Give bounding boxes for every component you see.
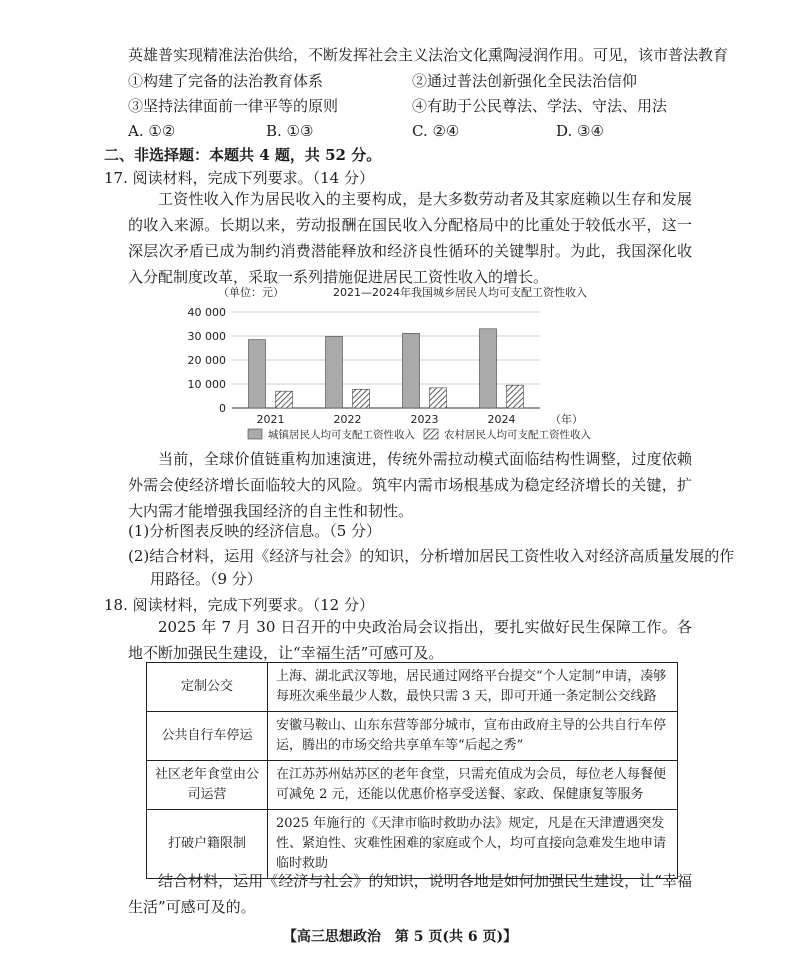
- bar-urban-2024: [480, 329, 497, 408]
- y-tick-label: 0: [219, 402, 226, 415]
- q16-choice-c: C. ②④: [412, 122, 460, 140]
- q17-heading: 17. 阅读材料，完成下列要求。（14 分）: [104, 169, 374, 187]
- q17-material-2: 当前，全球价值链重构加速演进，传统外需拉动模式面临结构性调整，过度依赖外需会使经济增长面临较大的风险。筑牢内需市场根基成为稳定经济增长的关键，扩大内需才能增强我国经济的自主性和韧性。: [128, 450, 692, 520]
- table-row: [147, 761, 678, 810]
- q18-material-table: [146, 662, 678, 879]
- chart-title: 2021—2024年我国城乡居民人均可支配工资性收入: [333, 286, 587, 299]
- section-heading: 二、非选择题：本题共 4 题，共 52 分。: [104, 146, 382, 164]
- y-tick-label: 20 000: [187, 354, 226, 367]
- table-key: 定制公交: [147, 663, 268, 712]
- table-key: 公共自行车停运: [147, 712, 268, 761]
- bar-rural-2021: [276, 391, 293, 408]
- q17-material-1: 工资性收入作为居民收入的主要构成，是大多数劳动者及其家庭赖以生存和发展的收入来源。长期以来，劳动报酬在国民收入分配格局中的比重处于较低水平，这一深层次矛盾已成为制约消费潜能释放和经济良性循环的关键掣肘。为此，我国深化收入分配制度改革，采取一系列措施促进居民工资性收入的增长。: [128, 190, 692, 286]
- bar-urban-2023: [403, 333, 420, 408]
- table-value: 安徽马鞍山、山东东营等部分城市，宣布由政府主导的公共自行车停运，腾出的市场交给共享单车等“后起之秀”: [268, 712, 678, 761]
- q16-stem: 英雄普实现精准法治供给，不断发挥社会主义法治文化熏陶浸润作用。可见，该市普法教育: [128, 46, 729, 64]
- q16-choice-d: D. ③④: [556, 122, 604, 140]
- x-tick-label: 2021: [256, 413, 285, 426]
- y-tick-label: 10 000: [187, 378, 226, 391]
- wage-income-chart: [180, 282, 640, 444]
- chart-unit-label: （单位：元）: [218, 286, 284, 299]
- table-value: 在江苏苏州姑苏区的老年食堂，只需充值成为会员，每位老人每餐便可减免 2 元，还能以优惠价格享受送餐、家政、保健康复等服务: [268, 761, 678, 810]
- table-value: 2025 年施行的《天津市临时救助办法》规定，凡是在天津遭遇突发性、紧迫性、灾难性困难的家庭或个人，均可直接向急难发生地申请临时救助: [268, 810, 678, 879]
- y-tick-label: 30 000: [187, 330, 226, 343]
- chart-x-axis-label: （年）: [550, 413, 583, 426]
- q17-requirement-1: (1)分析图表反映的经济信息。（5 分）: [128, 522, 382, 540]
- legend-urban-swatch: [248, 429, 262, 439]
- q17-requirement-2: (2)结合材料，运用《经济与社会》的知识，分析增加居民工资性收入对经济高质量发展的作: [128, 547, 735, 565]
- bar-urban-2021: [249, 340, 266, 408]
- q16-option-2: ②通过普法创新强化全民法治信仰: [412, 72, 638, 90]
- q16-option-4: ④有助于公民尊法、学法、守法、用法: [412, 97, 668, 115]
- legend-rural-swatch: [424, 429, 438, 439]
- x-tick-label: 2022: [333, 413, 362, 426]
- bar-rural-2022: [353, 389, 370, 408]
- legend-rural-label: 农村居民人均可支配工资性收入: [444, 429, 591, 441]
- y-tick-label: 40 000: [187, 306, 226, 319]
- bar-rural-2023: [430, 388, 447, 408]
- x-tick-label: 2024: [487, 413, 516, 426]
- q18-heading: 18. 阅读材料，完成下列要求。（12 分）: [104, 596, 374, 614]
- page-footer: 【高三思想政治 第 5 页(共 6 页)】: [282, 929, 518, 945]
- table-key: 打破户籍限制: [147, 810, 268, 879]
- legend-urban-label: 城镇居民人均可支配工资性收入: [268, 429, 415, 441]
- bar-urban-2022: [326, 336, 343, 408]
- table-row: [147, 663, 678, 712]
- table-row: [147, 712, 678, 761]
- q16-option-1: ①构建了完备的法治教育体系: [128, 72, 324, 90]
- table-key: 社区老年食堂由公司运营: [147, 761, 268, 810]
- q16-choice-b: B. ①③: [266, 122, 314, 140]
- x-tick-label: 2023: [410, 413, 439, 426]
- table-value: 上海、湖北武汉等地，居民通过网络平台提交“个人定制”申请，凑够每班次乘坐最少人数，最快只需 3 天，即可开通一条定制公交线路: [268, 663, 678, 712]
- q17-requirement-2-cont: 用路径。（9 分）: [150, 570, 262, 588]
- q18-question: 结合材料，运用《经济与社会》的知识，说明各地是如何加强民生建设，让“幸福生活”可感可及的。: [128, 872, 692, 916]
- q16-choice-a: A. ①②: [128, 122, 176, 140]
- q16-option-3: ③坚持法律面前一律平等的原则: [128, 97, 339, 115]
- q18-material: 2025 年 7 月 30 日召开的中央政治局会议指出，要扎实做好民生保障工作。各地不断加强民生建设，让“幸福生活”可感可及。: [128, 618, 692, 662]
- bar-rural-2024: [507, 385, 524, 408]
